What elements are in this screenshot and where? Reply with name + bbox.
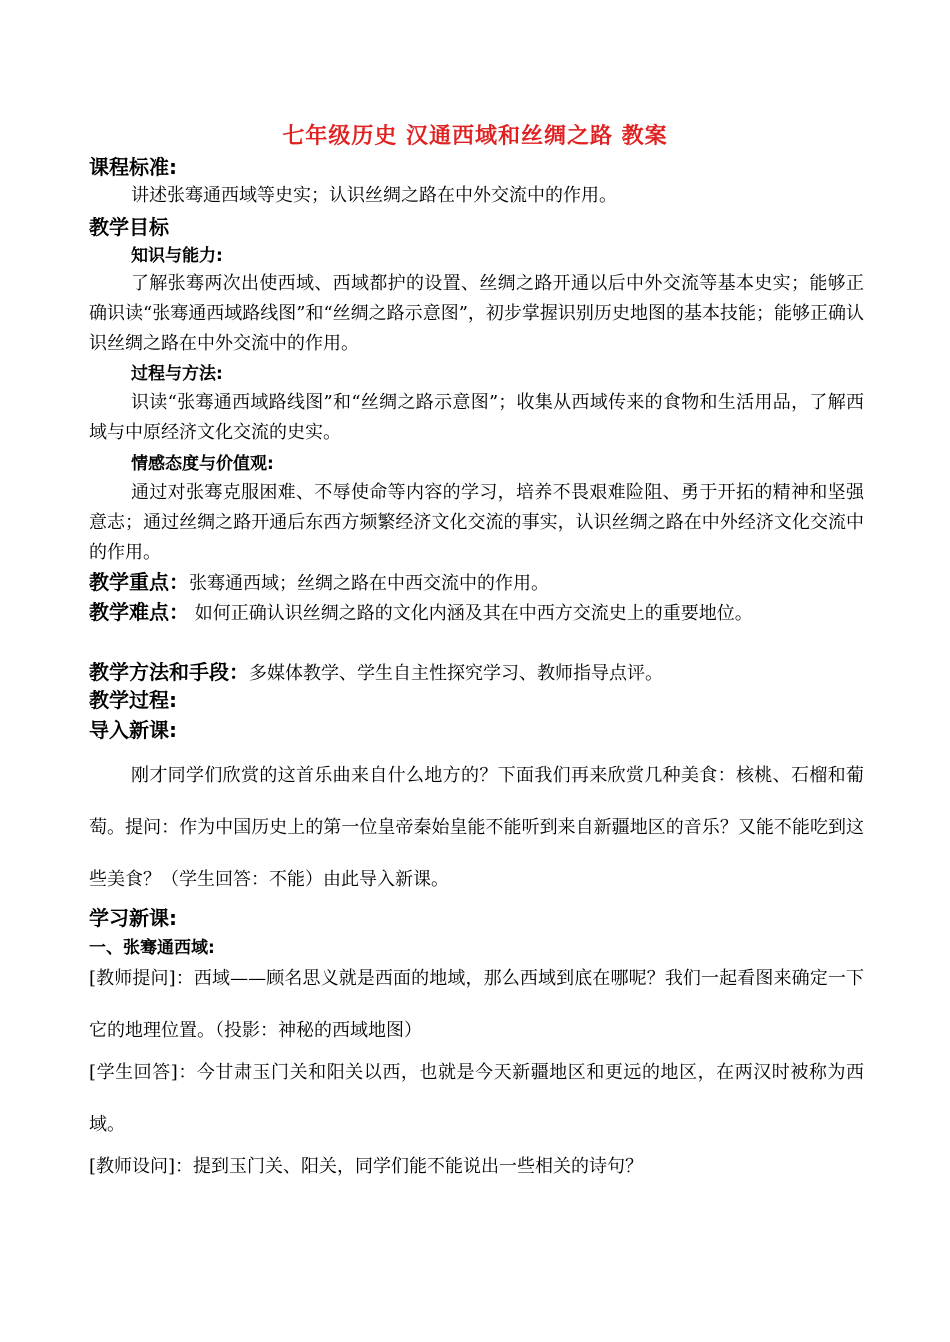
teacher-question: [教师提问]：西域——顾名思义就是西面的地域，那么西域到底在哪呢？我们一起看图来确定一下它的地理位置。（投影：神秘的西域地图） xyxy=(89,968,864,1041)
methods-text: 多媒体教学、学生自主性探究学习、教师指导点评。 xyxy=(249,663,663,684)
key-points-text: 张骞通西域；丝绸之路在中西交流中的作用。 xyxy=(189,573,549,594)
key-points-label: 教学重点： xyxy=(89,570,189,594)
process-heading: 教学过程: xyxy=(89,688,177,712)
methods xyxy=(89,657,869,689)
process-method-heading: 过程与方法: xyxy=(131,364,223,384)
key-points xyxy=(89,567,869,599)
new-lesson-heading: 学习新课: xyxy=(89,906,177,930)
difficulties-text: 如何正确认识丝绸之路的文化内涵及其在中西方交流史上的重要地位。 xyxy=(189,603,753,624)
teacher-question-2: [教师设问]：提到玉门关、阳关，同学们能不能说出一些相关的诗句？ xyxy=(89,1156,644,1177)
objectives-heading: 教学目标 xyxy=(89,215,169,239)
knowledge-text: 了解张骞两次出使西域、西域都护的设置、丝绸之路开通以后中外交流等基本史实；能够正确识读“张骞通西域路线图”和“丝绸之路示意图”，初步掌握识别历史地图的基本技能；能够正确认识丝绸之路在中外交流中的作用。 xyxy=(89,273,864,354)
curriculum-heading: 课程标准: xyxy=(89,155,177,179)
knowledge-heading: 知识与能力: xyxy=(131,246,223,266)
document-title: 七年级历史 汉通西域和丝绸之路 教案 xyxy=(282,124,668,149)
difficulties xyxy=(89,598,864,628)
intro-heading: 导入新课: xyxy=(89,718,177,742)
section-1-heading: 一、张骞通西域: xyxy=(89,938,215,958)
process-method-text: 识读“张骞通西域路线图”和“丝绸之路示意图”；收集从西域传来的食物和生活用品，了解西域与中原经济文化交流的史实。 xyxy=(89,392,864,443)
difficulties-label: 教学难点： xyxy=(89,600,189,624)
student-answer: [学生回答]：今甘肃玉门关和阳关以西，也就是今天新疆地区和更远的地区，在两汉时被称为西域。 xyxy=(89,1062,864,1135)
methods-label: 教学方法和手段： xyxy=(89,660,249,684)
emotion-text: 通过对张骞克服困难、不辱使命等内容的学习，培养不畏艰难险阻、勇于开拓的精神和坚强意志；通过丝绸之路开通后东西方频繁经济文化交流的事实，认识丝绸之路在中外经济文化交流中的作用。 xyxy=(89,482,864,563)
emotion-heading: 情感态度与价值观: xyxy=(131,454,274,474)
curriculum-text: 讲述张骞通西域等史实；认识丝绸之路在中外交流中的作用。 xyxy=(131,185,617,206)
intro-text: 刚才同学们欣赏的这首乐曲来自什么地方的？下面我们再来欣赏几种美食：核桃、石榴和葡萄。提问：作为中国历史上的第一位皇帝秦始皇能不能听到来自新疆地区的音乐？又能不能吃到这些美食？（学生回答：不能）由此导入新课。 xyxy=(89,765,864,890)
